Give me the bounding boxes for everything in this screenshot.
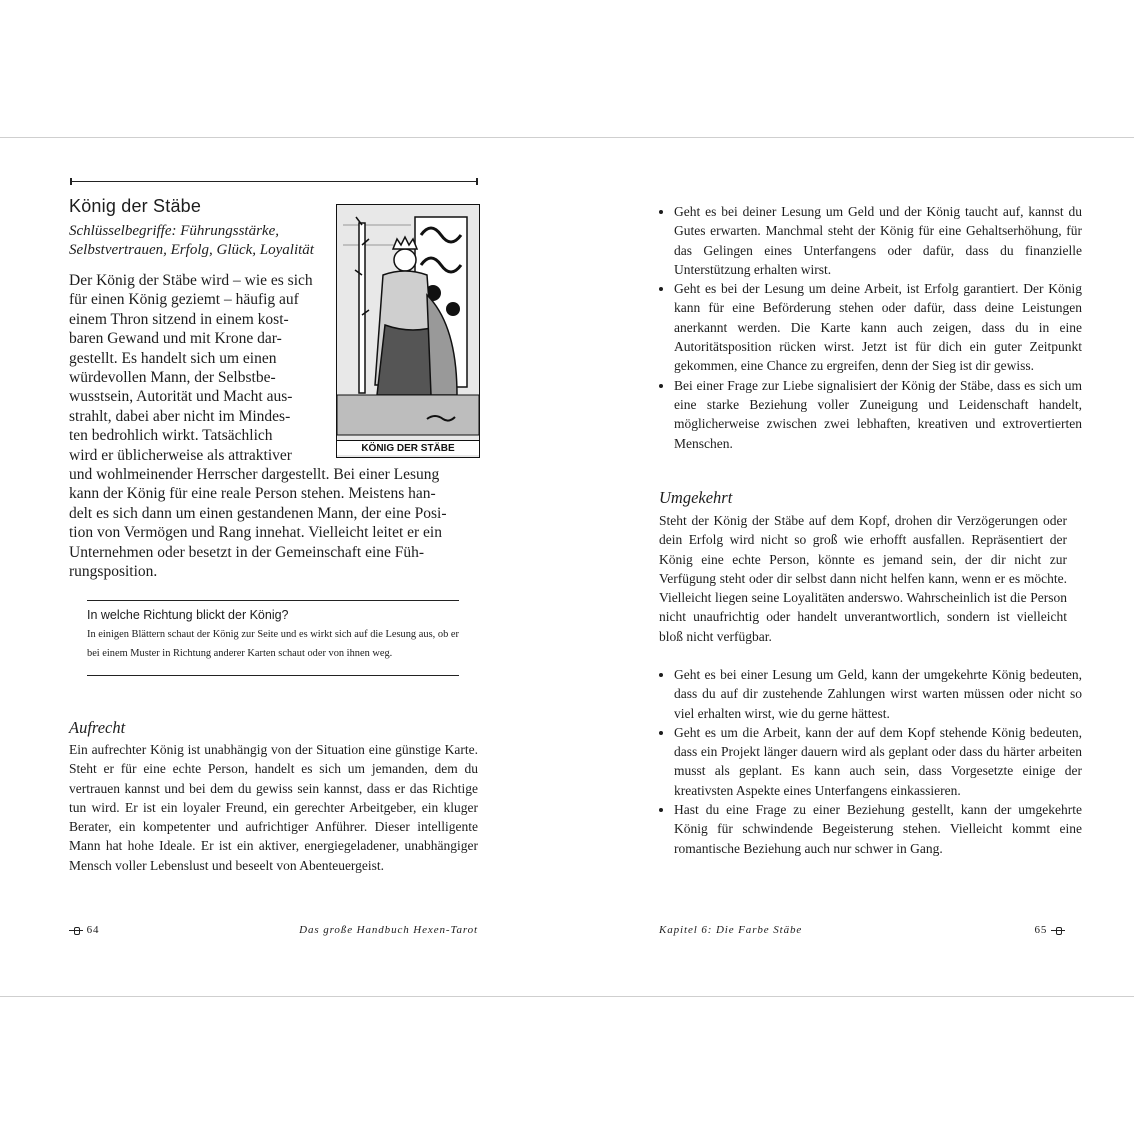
text-line: ten bedrohlich wirkt. Tatsächlich xyxy=(69,427,273,445)
text-line: Der König der Stäbe wird – wie es sich xyxy=(69,272,313,289)
section-title: König der Stäbe xyxy=(69,196,202,216)
card-caption: KÖNIG DER STÄBE xyxy=(337,440,479,455)
book-spread xyxy=(0,137,1134,997)
list-item: • Bei einer Frage zur Liebe signalisiert der König der Stäbe, dass es sich um eine starke Beziehung voller Zuneigung und Leidenschaft handelt, möglicherweise zwischen zwei lebhaften, kreativen und extrovertierten Menschen. xyxy=(674,376,1082,453)
reversed-heading: Umgekehrt xyxy=(659,488,733,507)
upright-paragraph: Ein aufrechter König ist unabhängig von der Situation eine günstige Karte. Steht er für eine echte Person, handelt es sich um jemanden, dem du vertrauen kannst und bei dem du gewiss sein kannst, dass er das Richtige tun wird. Er ist ein loyaler Freund, ein gerechter Arbeitgeber, ein kluger Berater, ein kompetenter und aufrichtiger Anführer. Dieser intelligente Mann hat hohe Ideale. Er ist ein aktiver, energiegeladener, unabhängiger Mensch voller Lebenslust und beseelt von Abenteuergeist. xyxy=(69,742,478,873)
info-box-text: In einigen Blättern schaut der König zur Seite und es wirkt sich auf die Lesung aus, ob er bei einem Muster in Richtung anderer Karten schaut oder von ihnen weg. xyxy=(87,629,459,659)
ornament-icon xyxy=(69,926,83,934)
list-item: • Geht es um die Arbeit, kann der auf dem Kopf stehende König bedeuten, dass ein Projekt länger dauern wird als geplant oder dass du härter arbeiten musst als geplant. Es kann auch sein, dass Vorgesetzte einige der kreativsten Aspekte eines Unterfangens einkassieren. xyxy=(674,723,1082,800)
text-line: strahlt, dabei aber nicht im Mindes- xyxy=(69,407,291,425)
text-line: einem Thron sitzend in einem kost- xyxy=(69,310,289,328)
left-page xyxy=(0,138,567,996)
text-line: Unternehmen oder besetzt in der Gemeinschaft eine Füh- xyxy=(69,543,425,561)
text-line: kann der König für eine reale Person stehen. Meistens han- xyxy=(69,485,436,503)
info-box xyxy=(87,600,459,676)
list-item: • Hast du eine Frage zu einer Beziehung gestellt, kann der umgekehrte König für schwindende Begeisterung stehen. Vielleicht kommt eine romantische Beziehung auch nur schwer in Gang. xyxy=(674,800,1082,858)
left-folio xyxy=(69,924,99,936)
bullet-list-upright xyxy=(659,202,1082,453)
right-page xyxy=(567,138,1134,996)
running-title: Das große Handbuch Hexen-Tarot xyxy=(299,924,478,936)
reversed-paragraph: Steht der König der Stäbe auf dem Kopf, drohen dir Verzögerungen oder dein Erfolg wird nicht so groß wie erhofft ausfallen. Repräsentiert der König eine echte Person, könnte es jemand sein, der dir nicht zur Verfügung steht oder dir selbst dann nicht helfen kann, wenn er es möchte. Vielleicht liegen seine Loyalitäten anderswo. Wahrscheinlich ist die Person nicht unaufrichtig oder handelt unverantwortlich, sondern ist vielleicht bloß nicht verfügbar. xyxy=(659,513,1067,644)
page-number: 64 xyxy=(86,924,100,936)
text-line: für einen König geziemt – häufig auf xyxy=(69,291,299,309)
text-line: gestellt. Es handelt sich um einen xyxy=(69,349,277,367)
text-line: und wohlmeinender Herrscher dargestellt. Bei einer Lesung xyxy=(69,466,440,484)
right-folio xyxy=(1035,924,1065,936)
text-line: wusstsein, Autorität und Macht aus- xyxy=(69,388,293,406)
text-line: rungsposition. xyxy=(69,563,158,581)
list-item: • Geht es bei deiner Lesung um Geld und der König taucht auf, kannst du Gutes erwarten. Manchmal steht der König für eine Gehaltserhöhung, für das Gelingen eines Unterfangens oder dafür, dass du finanzielle Unterstützung erhalten wirst. xyxy=(674,202,1082,279)
upright-heading: Aufrecht xyxy=(69,718,126,737)
header-rule xyxy=(70,181,478,182)
text-line: baren Gewand und mit Krone dar- xyxy=(69,330,282,348)
intro-paragraph xyxy=(69,271,479,582)
keywords-line: Selbstvertrauen, Erfolg, Glück, Loyalität xyxy=(69,242,314,258)
info-box-title: In welche Richtung blickt der König? xyxy=(87,608,289,622)
list-item: • Geht es bei einer Lesung um Geld, kann der umgekehrte König bedeuten, dass du auf dir zustehende Zahlungen wirst warten müssen oder nicht so viel erhalten wirst, wie du gerne hättest. xyxy=(674,665,1082,723)
list-item: • Geht es bei der Lesung um deine Arbeit, ist Erfolg garantiert. Der König kann für eine Beförderung stehen oder dafür, dass deine Leistungen anerkannt werden. Die Karte kann auch zeigen, dass du in eine Autoritätsposition rücken wirst. Jetzt ist für dich ein guter Zeitpunkt gekommen, eine Chance zu ergreifen, denn der Sieg ist dir gewiss. xyxy=(674,279,1082,375)
keywords xyxy=(69,222,319,260)
page-number: 65 xyxy=(1034,924,1048,936)
text-line: würdevollen Mann, der Selbstbe- xyxy=(69,369,276,387)
bullet-list-reversed xyxy=(659,665,1082,858)
keywords-line: Schlüsselbegriffe: Führungsstärke, xyxy=(69,223,279,239)
text-line: wird er üblicherweise als attraktiver xyxy=(69,446,292,464)
ornament-icon xyxy=(1051,926,1065,934)
text-line: tion von Vermögen und Rang innehat. Vielleicht leitet er ein xyxy=(69,524,442,542)
running-title: Kapitel 6: Die Farbe Stäbe xyxy=(659,924,803,936)
text-line: delt es sich dann um einen gestandenen Mann, der eine Posi- xyxy=(69,504,447,522)
